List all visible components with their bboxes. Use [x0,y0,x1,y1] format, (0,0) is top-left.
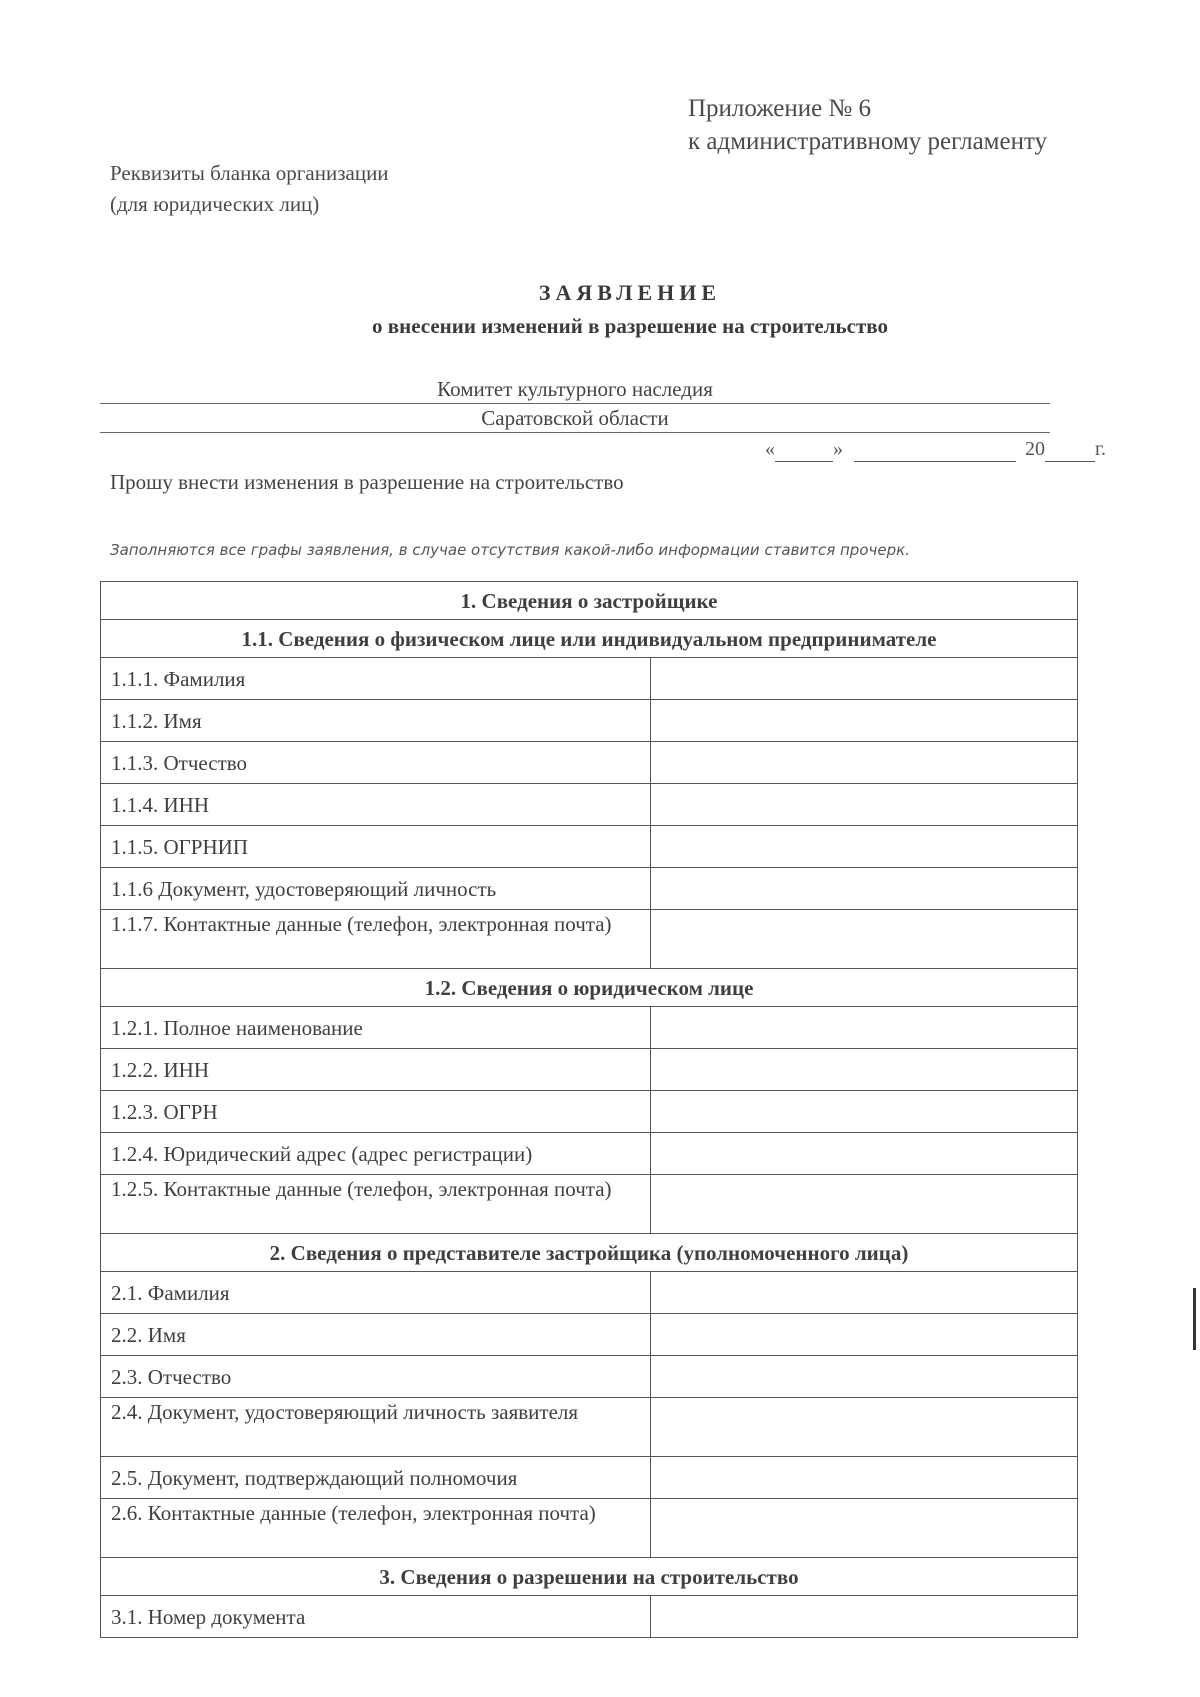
inn-field[interactable] [651,784,1078,826]
row-label: 2.2. Имя [101,1314,651,1356]
row-label: 1.2.5. Контактные данные (телефон, электронная почта) [101,1175,651,1234]
table-row [101,1272,1078,1314]
section-header-row [101,1558,1078,1596]
row-label: 1.2.4. Юридический адрес (адрес регистрации) [101,1133,651,1175]
identity-document-field[interactable] [651,868,1078,910]
document-number-field[interactable] [651,1596,1078,1638]
contact-details-field[interactable] [651,910,1078,969]
table-row [101,1133,1078,1175]
month-blank[interactable] [854,438,1016,462]
surname-field[interactable] [651,658,1078,700]
row-label: 1.1.7. Контактные данные (телефон, электронная почта) [101,910,651,969]
row-label: 1.1.5. ОГРНИП [101,826,651,868]
date-close-quote: » [833,438,843,460]
full-name-field[interactable] [651,1007,1078,1049]
ogrnip-field[interactable] [651,826,1078,868]
table-row [101,742,1078,784]
rep-patronymic-field[interactable] [651,1356,1078,1398]
row-label: 1.2.1. Полное наименование [101,1007,651,1049]
table-row [101,868,1078,910]
table-row [101,784,1078,826]
row-label: 2.5. Документ, подтверждающий полномочия [101,1457,651,1499]
table-row [101,1049,1078,1091]
section-header-row [101,620,1078,658]
table-row [101,1091,1078,1133]
row-label: 2.4. Документ, удостоверяющий личность заявителя [101,1398,651,1457]
section-header-row [101,969,1078,1007]
fill-instructions-note: Заполняются все графы заявления, в случае отсутствия какой-либо информации ставится прочерк. [110,541,910,559]
row-label: 1.1.4. ИНН [101,784,651,826]
name-field[interactable] [651,700,1078,742]
row-label: 1.1.6 Документ, удостоверяющий личность [101,868,651,910]
ogrn-field[interactable] [651,1091,1078,1133]
document-title: ЗАЯВЛЕНИЕ [538,280,722,305]
section-developer-info: 1. Сведения о застройщике [101,582,1078,620]
document-subtitle: о внесении изменений в разрешение на строительство [372,314,888,338]
year-suffix: г. [1095,438,1106,460]
table-row [101,1175,1078,1234]
rep-contact-field[interactable] [651,1499,1078,1558]
section-permit-info: 3. Сведения о разрешении на строительство [101,1558,1078,1596]
table-row [101,1356,1078,1398]
table-row [101,658,1078,700]
section-individual-info: 1.1. Сведения о физическом лице или индивидуальном предпринимателе [101,620,1078,658]
year-prefix: 20 [1025,438,1045,460]
requisites-line-2: (для юридических лиц) [110,192,320,216]
request-text: Прошу внести изменения в разрешение на строительство [110,470,624,494]
organization-requisites [110,158,389,220]
table-row [101,910,1078,969]
table-row [101,1596,1078,1638]
section-header-row [101,582,1078,620]
date-open-quote: « [765,438,775,460]
table-row [101,1499,1078,1558]
appendix-regulation: к административному регламенту [688,128,1048,155]
row-label: 1.1.3. Отчество [101,742,651,784]
row-label: 3.1. Номер документа [101,1596,651,1638]
row-label: 1.1.1. Фамилия [101,658,651,700]
legal-inn-field[interactable] [651,1049,1078,1091]
table-row [101,826,1078,868]
row-label: 1.1.2. Имя [101,700,651,742]
application-form-table [100,581,1078,1638]
year-blank[interactable] [1045,438,1095,462]
addressee-line-2: Саратовской области [100,405,1050,433]
row-label: 2.1. Фамилия [101,1272,651,1314]
rep-identity-document-field[interactable] [651,1398,1078,1457]
appendix-reference [688,92,1047,158]
table-row [101,1457,1078,1499]
requisites-line-1: Реквизиты бланка организации [110,161,389,185]
row-label: 1.2.3. ОГРН [101,1091,651,1133]
legal-contact-field[interactable] [651,1175,1078,1234]
scan-margin-mark [1193,1288,1196,1350]
table-row [101,1007,1078,1049]
rep-name-field[interactable] [651,1314,1078,1356]
appendix-number: Приложение № 6 [688,95,872,122]
day-blank[interactable] [775,438,833,462]
section-header-row [101,1234,1078,1272]
table-row [101,1314,1078,1356]
table-row [101,1398,1078,1457]
section-representative-info: 2. Сведения о представителе застройщика (уполномоченного лица) [101,1234,1078,1272]
row-label: 2.3. Отчество [101,1356,651,1398]
rep-surname-field[interactable] [651,1272,1078,1314]
patronymic-field[interactable] [651,742,1078,784]
addressee-line-1: Комитет культурного наследия [100,376,1050,404]
legal-address-field[interactable] [651,1133,1078,1175]
row-label: 1.2.2. ИНН [101,1049,651,1091]
section-legal-entity-info: 1.2. Сведения о юридическом лице [101,969,1078,1007]
date-field [765,438,1106,462]
row-label: 2.6. Контактные данные (телефон, электронная почта) [101,1499,651,1558]
table-row [101,700,1078,742]
authority-document-field[interactable] [651,1457,1078,1499]
